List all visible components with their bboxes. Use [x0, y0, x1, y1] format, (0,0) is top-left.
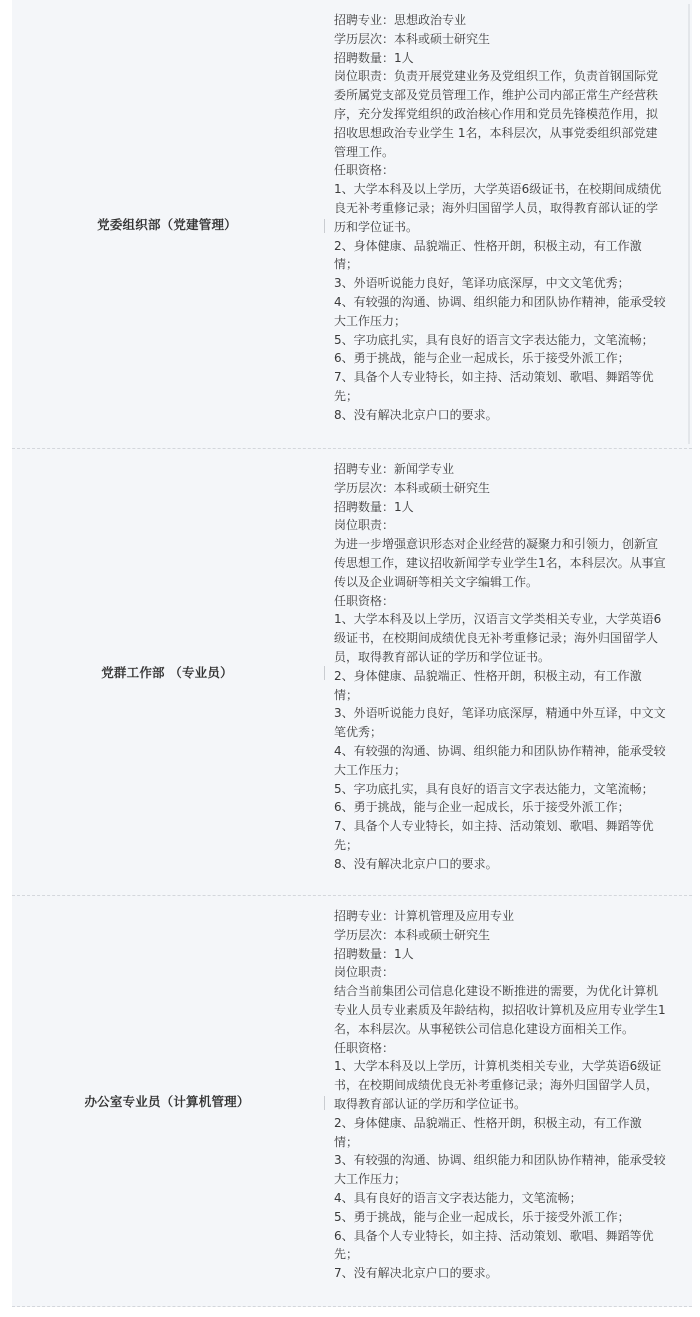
- description-line: 2、身体健康、品貌端正、性格开朗，积极主动，有工作激: [334, 1115, 642, 1130]
- description-line: 8、没有解决北京户口的要求。: [334, 856, 498, 871]
- table-row: [12, 0, 692, 448]
- description-line: 岗位职责：: [334, 965, 395, 980]
- description-line: 级证书，在校期间成绩优良无补考重修记录；海外归国留学人: [334, 631, 659, 646]
- table-row: [12, 895, 692, 1307]
- description-line: 委所属党支部及党员管理工作，维护公司内部正常生产经营秩: [334, 88, 659, 103]
- description-line: 招聘专业：新闻学专业: [334, 462, 455, 476]
- description-line: 7、没有解决北京户口的要求。: [334, 1266, 498, 1281]
- description-line: 先；: [334, 388, 359, 403]
- description-line: 7、具备个人专业特长，如主持、活动策划、歌唱、舞蹈等优: [334, 819, 654, 834]
- description-line: 学历层次：本科或硕士研究生: [334, 31, 491, 46]
- row-edge-bar: [688, 4, 690, 444]
- description-line: 任职资格：: [334, 593, 395, 608]
- description-line: 3、外语听说能力良好，笔译功底深厚，中文文笔优秀；: [334, 276, 630, 291]
- department-name: 党群工作部 （专业员）: [101, 665, 233, 680]
- description-line: 招收思想政治专业学生 1名，本科层次，从事党委组织部党建: [334, 125, 658, 140]
- description-line: 7、具备个人专业特长，如主持、活动策划、歌唱、舞蹈等优: [334, 370, 654, 385]
- description-line: 取得教育部认证的学历和学位证书。: [334, 1096, 527, 1111]
- description-line: 招聘专业：计算机管理及应用专业: [334, 909, 515, 923]
- description-line: 招聘数量：1人: [334, 499, 414, 514]
- description-line: 1、大学本科及以上学历，计算机类相关专业，大学英语6级证: [334, 1059, 662, 1074]
- description-line: 历和学位证书。: [334, 219, 419, 234]
- description-line: 为进一步增强意识形态对企业经营的凝聚力和引领力，创新宣: [334, 537, 659, 552]
- description-line: 结合当前集团公司信息化建设不断推进的需要，为优化计算机: [334, 984, 659, 999]
- description-line: 名，本科层次。从事秘铁公司信息化建设方面相关工作。: [334, 1021, 635, 1036]
- description-line: 4、有较强的沟通、协调、组织能力和团队协作精神，能承受较: [334, 294, 666, 309]
- description-line: 招聘数量：1人: [334, 946, 414, 961]
- description-line: 序，充分发挥党组织的政治核心作用和党员先锋模范作用，拟: [334, 106, 659, 121]
- description-line: 岗位职责：负责开展党建业务及党组织工作，负责首钢国际党: [334, 69, 659, 84]
- description-line: 任职资格：: [334, 1040, 395, 1055]
- column-divider: [324, 666, 325, 680]
- description-line: 5、字功底扎实，具有良好的语言文字表达能力，文笔流畅；: [334, 332, 654, 347]
- description-line: 良无补考重修记录；海外归国留学人员，取得教育部认证的学: [334, 200, 659, 215]
- description-line: 3、有较强的沟通、协调、组织能力和团队协作精神，能承受较: [334, 1153, 666, 1168]
- description-line: 大工作压力；: [334, 313, 407, 328]
- description-line: 6、勇于挑战，能与企业一起成长，乐于接受外派工作；: [334, 800, 630, 815]
- description-line: 大工作压力；: [334, 762, 407, 777]
- description-line: 传思想工作，建议招收新闻学专业学生1名，本科层次。从事宣: [334, 555, 666, 570]
- description-line: 8、没有解决北京户口的要求。: [334, 407, 498, 422]
- description-line: 3、外语听说能力良好，笔译功底深厚，精通中外互译，中文文: [334, 706, 666, 721]
- description-line: 1、大学本科及以上学历，汉语言文学类相关专业，大学英语6: [334, 612, 662, 627]
- description-line: 情；: [334, 687, 359, 702]
- description-line: 书，在校期间成绩优良无补考重修记录；海外归国留学人员，: [334, 1078, 659, 1093]
- description-line: 管理工作。: [334, 144, 395, 159]
- description-line: 招聘数量：1人: [334, 50, 414, 65]
- table-row: [12, 448, 692, 895]
- description-line: 先；: [334, 1247, 359, 1262]
- description-line: 2、身体健康、品貌端正、性格开朗，积极主动，有工作激: [334, 668, 642, 683]
- description-line: 6、具备个人专业特长，如主持、活动策划、歌唱、舞蹈等优: [334, 1228, 654, 1243]
- description-line: 4、有较强的沟通、协调、组织能力和团队协作精神，能承受较: [334, 743, 666, 758]
- description-line: 任职资格：: [334, 163, 395, 178]
- description-line: 大工作压力；: [334, 1172, 407, 1187]
- description-line: 6、勇于挑战，能与企业一起成长，乐于接受外派工作；: [334, 351, 630, 366]
- description-line: 5、勇于挑战，能与企业一起成长，乐于接受外派工作；: [334, 1209, 630, 1224]
- job-description: [334, 907, 690, 1283]
- description-line: 情；: [334, 257, 359, 272]
- description-line: 笔优秀；: [334, 725, 383, 740]
- job-description: [334, 460, 690, 874]
- description-line: 情；: [334, 1134, 359, 1149]
- description-line: 传以及企业调研等相关文字编辑工作。: [334, 574, 539, 589]
- description-line: 专业人员专业素质及年龄结构，拟招收计算机及应用专业学生1: [334, 1002, 666, 1017]
- description-line: 招聘专业：思想政治专业: [334, 13, 467, 27]
- description-line: 2、身体健康、品貌端正、性格开朗，积极主动，有工作激: [334, 238, 642, 253]
- description-line: 5、字功底扎实，具有良好的语言文字表达能力，文笔流畅；: [334, 781, 654, 796]
- column-divider: [324, 1096, 325, 1110]
- department-name: 办公室专业员（计算机管理）: [84, 1094, 250, 1109]
- description-line: 学历层次：本科或硕士研究生: [334, 927, 491, 942]
- description-line: 4、具有良好的语言文字表达能力，文笔流畅；: [334, 1190, 582, 1205]
- column-divider: [324, 219, 325, 233]
- job-description: [334, 11, 690, 425]
- department-name: 党委组织部（党建管理）: [97, 217, 237, 232]
- description-line: 1、大学本科及以上学历，大学英语6级证书，在校期间成绩优: [334, 182, 662, 197]
- description-line: 学历层次：本科或硕士研究生: [334, 480, 491, 495]
- description-line: 员，取得教育部认证的学历和学位证书。: [334, 649, 551, 664]
- description-line: 岗位职责：: [334, 518, 395, 533]
- description-line: 先；: [334, 837, 359, 852]
- recruitment-table: [12, 0, 692, 1307]
